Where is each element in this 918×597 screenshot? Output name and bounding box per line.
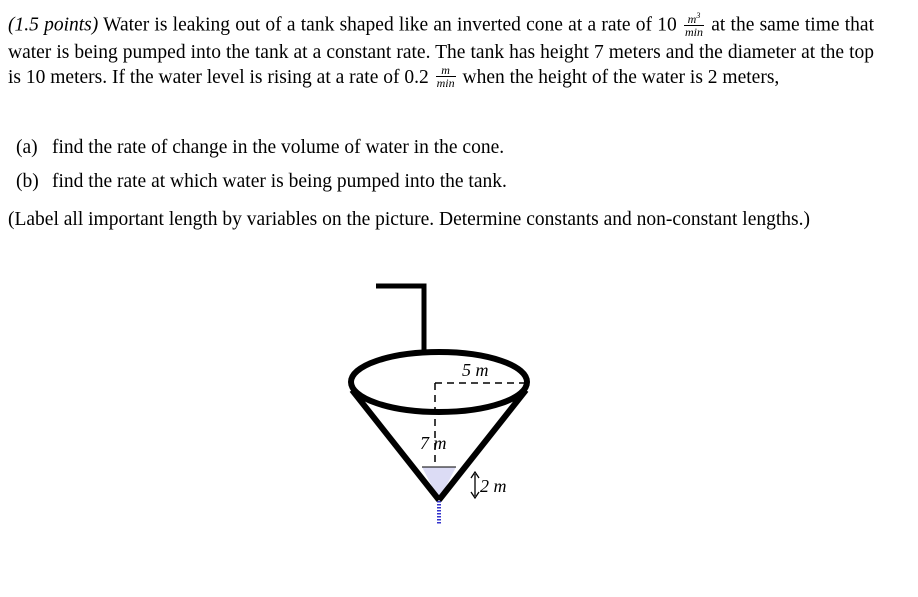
leak-unit-sup: 3 (696, 11, 701, 20)
leak-unit-num: m (687, 12, 697, 26)
rise-unit-num: m (436, 64, 456, 77)
problem-text-start: Water is leaking out of a tank shaped like an inverted cone at a rate of 10 (103, 14, 677, 36)
water-height-label: 2 m (480, 476, 507, 496)
cone-diagram (330, 270, 550, 540)
leak-unit-den: min (685, 25, 704, 39)
problem-statement (8, 12, 874, 91)
part-b (16, 165, 507, 199)
problem-text-end: when the height of the water is 2 meters, (462, 67, 780, 88)
question-parts (16, 131, 507, 199)
part-b-text: find the rate at which water is being pumped into the tank. (52, 171, 507, 192)
part-a-label: (a) (16, 137, 38, 158)
problem-text-middle: at the same time that water is being pumped into the tank at a constant rate. The tank has height 7 meters and the diameter at the top is 10 meters. If the water level is rising at a rate of 0.2 (8, 14, 875, 88)
radius-label: 5 m (462, 360, 489, 380)
part-a (16, 131, 507, 165)
cone-top-rim (351, 352, 527, 412)
labeling-instructions: (Label all important length by variables on the picture. Determine constants and non-constant lengths.) (8, 209, 810, 230)
part-b-label: (b) (16, 171, 39, 192)
part-a-text: find the rate of change in the volume of water in the cone. (52, 137, 505, 158)
rise-unit-den: min (436, 76, 455, 91)
height-label: 7 m (420, 433, 447, 453)
points-label: (1.5 points) (8, 14, 99, 36)
leak-rate-unit (684, 10, 704, 38)
cone-tank-figure (330, 270, 550, 540)
inflow-pipe (376, 286, 424, 354)
rise-rate-unit (436, 64, 456, 89)
